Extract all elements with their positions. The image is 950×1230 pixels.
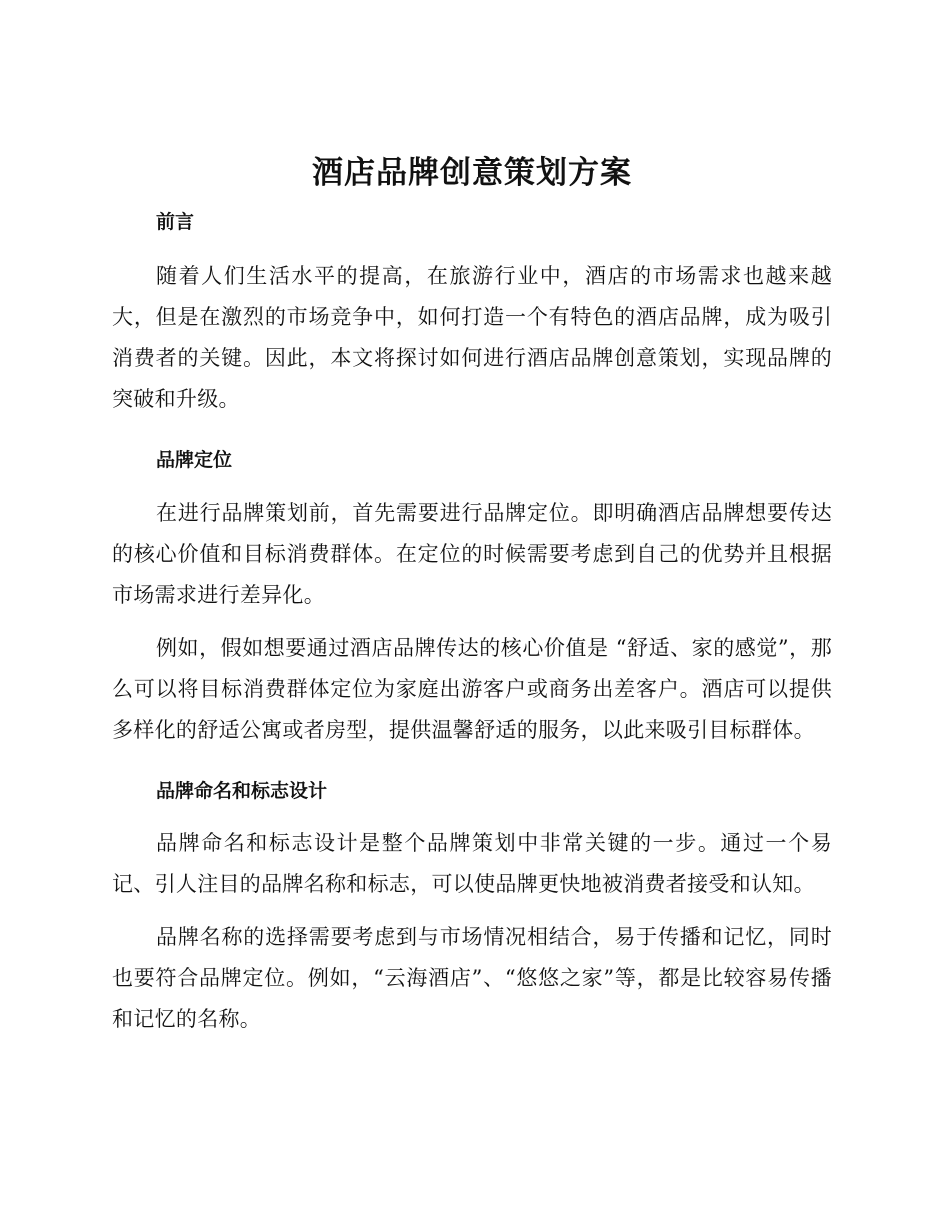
section-heading-brand-positioning: 品牌定位 [156, 449, 233, 471]
section-heading-preface: 前言 [156, 211, 195, 233]
paragraph: 品牌名称的选择需要考虑到与市场情况相结合，易于传播和记忆，同时也要符合品牌定位。例如，“云海酒店”、“悠悠之家”等，都是比较容易传播和记忆的名称。 [112, 925, 832, 1031]
document-title: 酒店品牌创意策划方案 [312, 155, 632, 191]
paragraph: 品牌命名和标志设计是整个品牌策划中非常关键的一步。通过一个易记、引人注目的品牌名称和标志，可以使品牌更快地被消费者接受和认知。 [112, 831, 832, 896]
document-page [112, 150, 832, 1040]
paragraph: 例如，假如想要通过酒店品牌传达的核心价值是 “舒适、家的感觉”，那么可以将目标消费群体定位为家庭出游客户或商务出差客户。酒店可以提供多样化的舒适公寓或者房型，提供温馨舒适的服务，以此来吸引目标群体。 [112, 636, 832, 742]
paragraph: 在进行品牌策划前，首先需要进行品牌定位。即明确酒店品牌想要传达的核心价值和目标消费群体。在定位的时候需要考虑到自己的优势并且根据市场需求进行差异化。 [112, 501, 832, 607]
paragraph: 随着人们生活水平的提高，在旅游行业中，酒店的市场需求也越来越大，但是在激烈的市场竞争中，如何打造一个有特色的酒店品牌，成为吸引消费者的关键。因此，本文将探讨如何进行酒店品牌创意策划，实现品牌的突破和升级。 [112, 264, 832, 411]
section-heading-naming-and-logo: 品牌命名和标志设计 [156, 780, 328, 802]
